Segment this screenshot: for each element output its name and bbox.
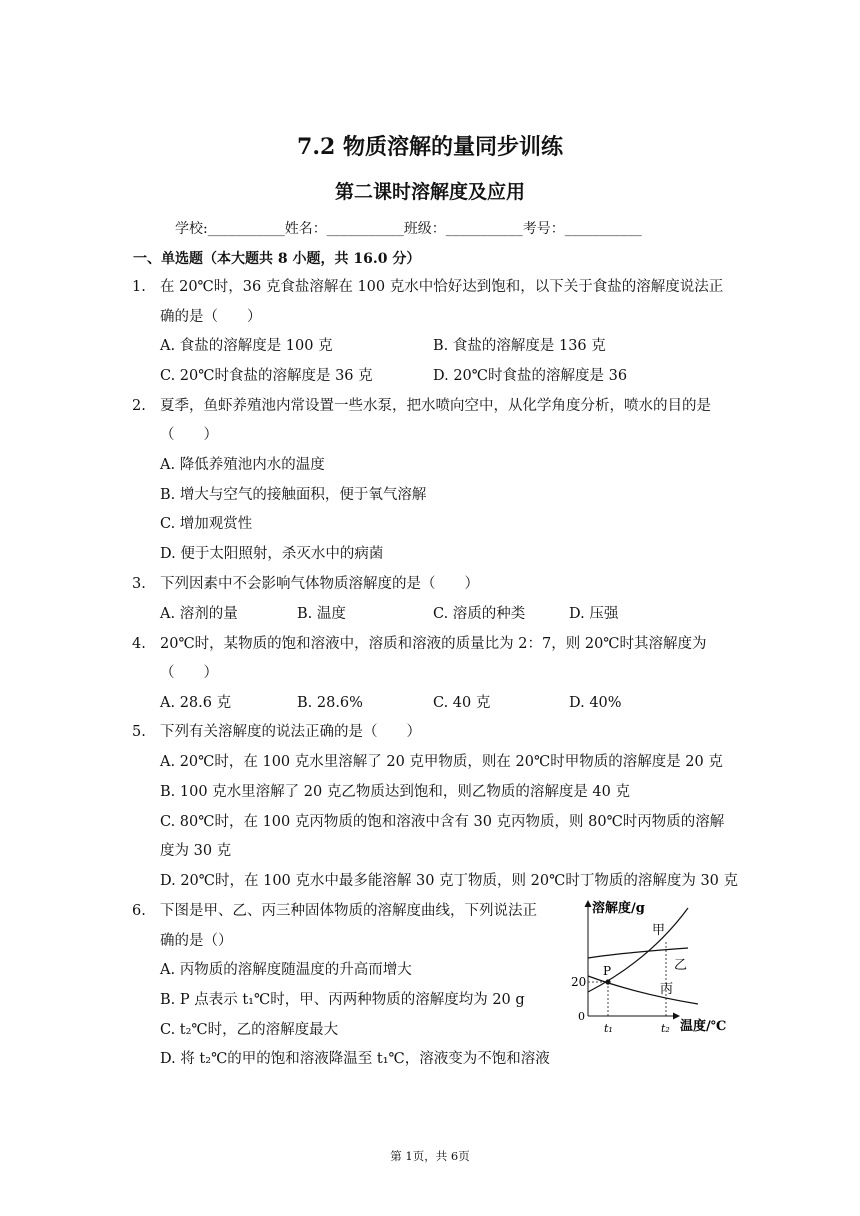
question-2-option-d: D. 便于太阳照射，杀灭水中的病菌 <box>160 546 384 562</box>
page-footer: 第 1页，共 6页 <box>390 1149 470 1163</box>
question-6-stem-line-2: 确的是（） <box>160 933 233 949</box>
question-2-stem-line-1: 夏季，鱼虾养殖池内常设置一些水泵，把水喷向空中，从化学角度分析，喷水的目的是 <box>160 398 711 414</box>
page-subtitle: 第二课时溶解度及应用 <box>334 181 525 203</box>
question-5-number: 5. <box>132 724 146 740</box>
student-info-line: 学校:___________姓名：___________班级：___________考号：___________ <box>175 221 642 237</box>
y-axis-label: 溶解度/g <box>592 901 645 916</box>
question-2-option-b: B. 增大与空气的接触面积，便于氧气溶解 <box>160 487 427 503</box>
question-4-option-b: B. 28.6% <box>297 695 363 711</box>
y-tick-label-20: 20 <box>571 975 587 989</box>
question-4-stem-line-2: （ ） <box>160 665 218 681</box>
question-2-option-a: A. 降低养殖池内水的温度 <box>160 457 325 473</box>
question-1-stem-line-1: 在 20℃时，36 克食盐溶解在 100 克水中恰好达到饱和，以下关于食盐的溶解度说法正 <box>160 279 724 295</box>
point-p-label: P <box>603 964 612 978</box>
question-3-option-d: D. 压强 <box>569 606 619 622</box>
question-1-option-b: B. 食盐的溶解度是 136 克 <box>433 338 606 354</box>
question-5-option-b: B. 100 克水里溶解了 20 克乙物质达到饱和，则乙物质的溶解度是 40 克 <box>160 784 630 800</box>
question-3-stem: 下列因素中不会影响气体物质溶解度的是（ ） <box>160 576 479 592</box>
curve-jia <box>588 908 688 992</box>
question-2-number: 2. <box>132 398 146 414</box>
page-title: 7.2 物质溶解的量同步训练 <box>297 134 563 160</box>
question-4-number: 4. <box>132 636 146 652</box>
curve-yi <box>588 948 688 958</box>
question-6-stem-line-1: 下图是甲、乙、丙三种固体物质的溶解度曲线，下列说法正 <box>160 903 537 919</box>
question-3-option-b: B. 温度 <box>297 606 346 622</box>
question-6-option-c: C. t₂℃时，乙的溶解度最大 <box>160 1022 339 1038</box>
x-tick-label-t2: t₂ <box>661 1022 670 1035</box>
question-6-option-a: A. 丙物质的溶解度随温度的升高而增大 <box>160 962 412 978</box>
question-4-option-c: C. 40 克 <box>433 695 491 711</box>
question-1-number: 1. <box>132 279 146 295</box>
question-5-stem: 下列有关溶解度的说法正确的是（ ） <box>160 724 421 740</box>
question-3-option-a: A. 溶剂的量 <box>160 606 238 622</box>
point-p-marker <box>605 979 610 984</box>
origin-label: 0 <box>578 1010 585 1023</box>
question-2-option-c: C. 增加观赏性 <box>160 516 253 532</box>
curve-label-yi: 乙 <box>674 958 688 973</box>
curve-bing <box>588 976 698 1004</box>
question-1-stem-line-2: 确的是（ ） <box>160 309 262 325</box>
question-4-stem-line-1: 20℃时，某物质的饱和溶液中，溶质和溶液的质量比为 2：7，则 20℃时其溶解度为 <box>160 636 707 652</box>
question-1-option-c: C. 20℃时食盐的溶解度是 36 克 <box>160 368 373 384</box>
solubility-curve-figure <box>570 898 740 1038</box>
question-3-option-c: C. 溶质的种类 <box>433 606 526 622</box>
question-6-option-b: B. P 点表示 t₁℃时，甲、丙两种物质的溶解度均为 20 g <box>160 992 525 1008</box>
question-3-number: 3. <box>132 576 146 592</box>
question-5-option-a: A. 20℃时，在 100 克水里溶解了 20 克甲物质，则在 20℃时甲物质的溶解度是 20 克 <box>160 754 723 770</box>
question-5-option-c-line-2: 度为 30 克 <box>160 843 232 859</box>
question-1-option-a: A. 食盐的溶解度是 100 克 <box>160 338 333 354</box>
question-4-option-a: A. 28.6 克 <box>160 695 232 711</box>
curve-label-bing: 丙 <box>660 982 674 997</box>
x-axis-label: 温度/℃ <box>680 1019 727 1034</box>
question-5-option-d: D. 20℃时，在 100 克水中最多能溶解 30 克丁物质，则 20℃时丁物质的溶解度为 30 克 <box>160 873 739 889</box>
question-6-option-d: D. 将 t₂℃的甲的饱和溶液降温至 t₁℃，溶液变为不饱和溶液 <box>160 1051 550 1067</box>
question-6-number: 6. <box>132 903 146 919</box>
curve-label-jia: 甲 <box>652 923 666 938</box>
question-2-stem-line-2: （ ） <box>160 427 218 443</box>
question-4-option-d: D. 40% <box>569 695 622 711</box>
question-1-option-d: D. 20℃时食盐的溶解度是 36 <box>433 368 628 384</box>
question-5-option-c-line-1: C. 80℃时，在 100 克丙物质的饱和溶液中含有 30 克丙物质，则 80℃时丙物质的溶解 <box>160 814 725 830</box>
x-tick-label-t1: t₁ <box>604 1022 613 1035</box>
section-heading: 一、单选题（本大题共 8 小题，共 16.0 分） <box>133 251 421 267</box>
